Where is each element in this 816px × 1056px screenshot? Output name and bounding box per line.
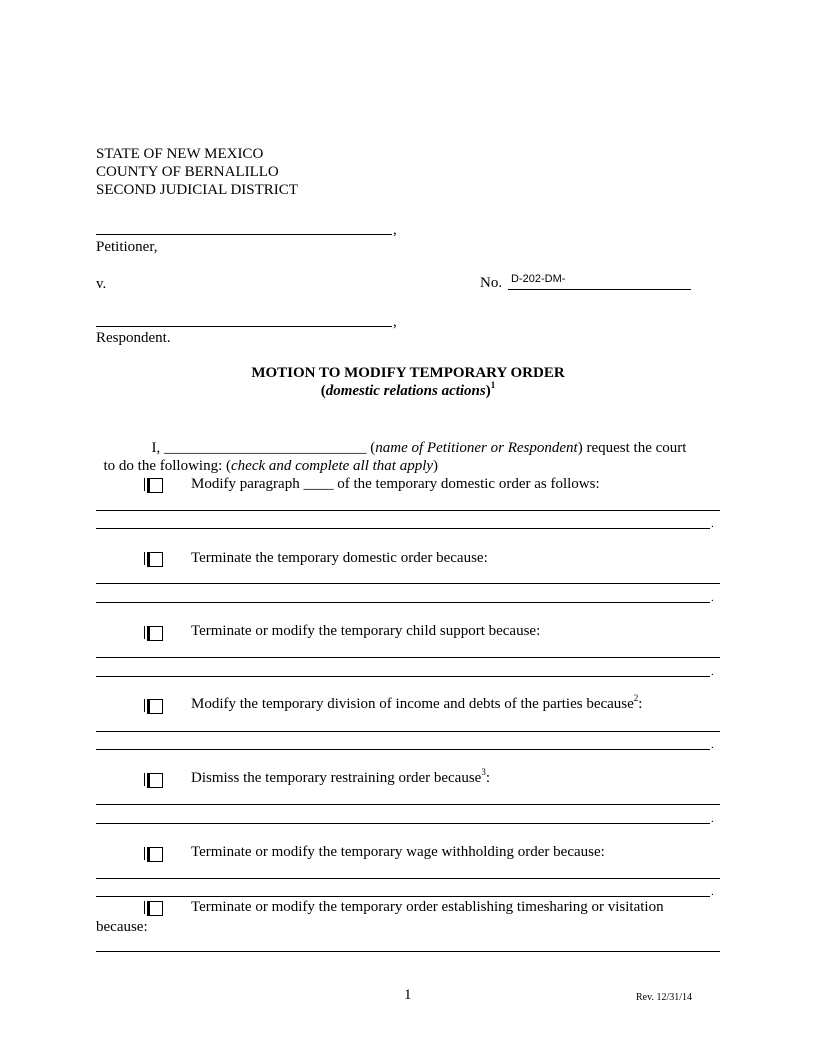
line-end-period: . bbox=[711, 592, 714, 604]
line-end-period: . bbox=[711, 518, 714, 530]
line-end-period: . bbox=[711, 739, 714, 751]
line-end-period: . bbox=[711, 813, 714, 825]
document-title: MOTION TO MODIFY TEMPORARY ORDER bbox=[251, 365, 565, 381]
option-income-debts-label: Modify the temporary division of income and debts of the parties because$^2$: bbox=[191, 693, 643, 712]
answer-line[interactable] bbox=[96, 823, 710, 824]
checkbox-wage-withholding[interactable] bbox=[147, 847, 163, 862]
answer-line[interactable] bbox=[96, 951, 720, 952]
checkbox-terminate-order[interactable] bbox=[147, 552, 163, 567]
checkbox-income-debts[interactable] bbox=[147, 699, 163, 714]
case-number-line[interactable] bbox=[508, 289, 691, 290]
option-modify-paragraph-label: Modify paragraph ____ of the temporary domestic order as follows: bbox=[191, 476, 600, 492]
line-end-period: . bbox=[711, 886, 714, 898]
answer-line[interactable] bbox=[96, 676, 710, 677]
checkbox-child-support[interactable] bbox=[147, 626, 163, 641]
revision-date: Rev. 12/31/14 bbox=[636, 992, 693, 1003]
respondent-name-line[interactable] bbox=[96, 326, 392, 327]
option-restraining-order-label: Dismiss the temporary restraining order because$^3$: bbox=[191, 767, 490, 786]
answer-line[interactable] bbox=[96, 804, 720, 805]
option-timesharing-continuation: because: bbox=[96, 919, 148, 935]
page-number: 1 bbox=[404, 987, 412, 1003]
answer-line[interactable] bbox=[96, 583, 720, 584]
petitioner-name-line[interactable] bbox=[96, 234, 392, 235]
intro-line-2: to do the following: (check and complete all that apply) bbox=[103, 458, 439, 474]
option-wage-withholding-label: Terminate or modify the temporary wage withholding order because: bbox=[191, 844, 605, 860]
checkbox-modify-paragraph[interactable] bbox=[147, 478, 163, 493]
option-terminate-order-label: Terminate the temporary domestic order because: bbox=[191, 550, 488, 566]
document-subtitle: (domestic relations actions)$^1$ bbox=[320, 380, 496, 399]
respondent-comma: , bbox=[393, 314, 397, 330]
case-number-label: No. bbox=[480, 275, 503, 291]
checkbox-restraining-order[interactable] bbox=[147, 773, 163, 788]
court-county: COUNTY OF BERNALILLO bbox=[96, 164, 279, 180]
respondent-label: Respondent. bbox=[96, 330, 171, 346]
answer-line[interactable] bbox=[96, 731, 720, 732]
case-number-prefix: D-202-DM- bbox=[511, 273, 566, 285]
court-state: STATE OF NEW MEXICO bbox=[96, 146, 264, 162]
answer-line[interactable] bbox=[96, 896, 710, 897]
versus-label: v. bbox=[96, 276, 107, 292]
answer-line[interactable] bbox=[96, 510, 720, 511]
option-timesharing-label: Terminate or modify the temporary order establishing timesharing or visitation bbox=[191, 899, 664, 915]
answer-line[interactable] bbox=[96, 749, 710, 750]
answer-line[interactable] bbox=[96, 878, 720, 879]
petitioner-comma: , bbox=[393, 222, 397, 238]
court-district: SECOND JUDICIAL DISTRICT bbox=[96, 182, 298, 198]
option-child-support-label: Terminate or modify the temporary child support because: bbox=[191, 623, 541, 639]
intro-line-1: I, ___________________________ (name of Petitioner or Respondent) request the court bbox=[151, 440, 687, 456]
line-end-period: . bbox=[711, 666, 714, 678]
petitioner-label: Petitioner, bbox=[96, 239, 158, 255]
checkbox-timesharing[interactable] bbox=[147, 901, 163, 916]
answer-line[interactable] bbox=[96, 657, 720, 658]
answer-line[interactable] bbox=[96, 528, 710, 529]
answer-line[interactable] bbox=[96, 602, 710, 603]
